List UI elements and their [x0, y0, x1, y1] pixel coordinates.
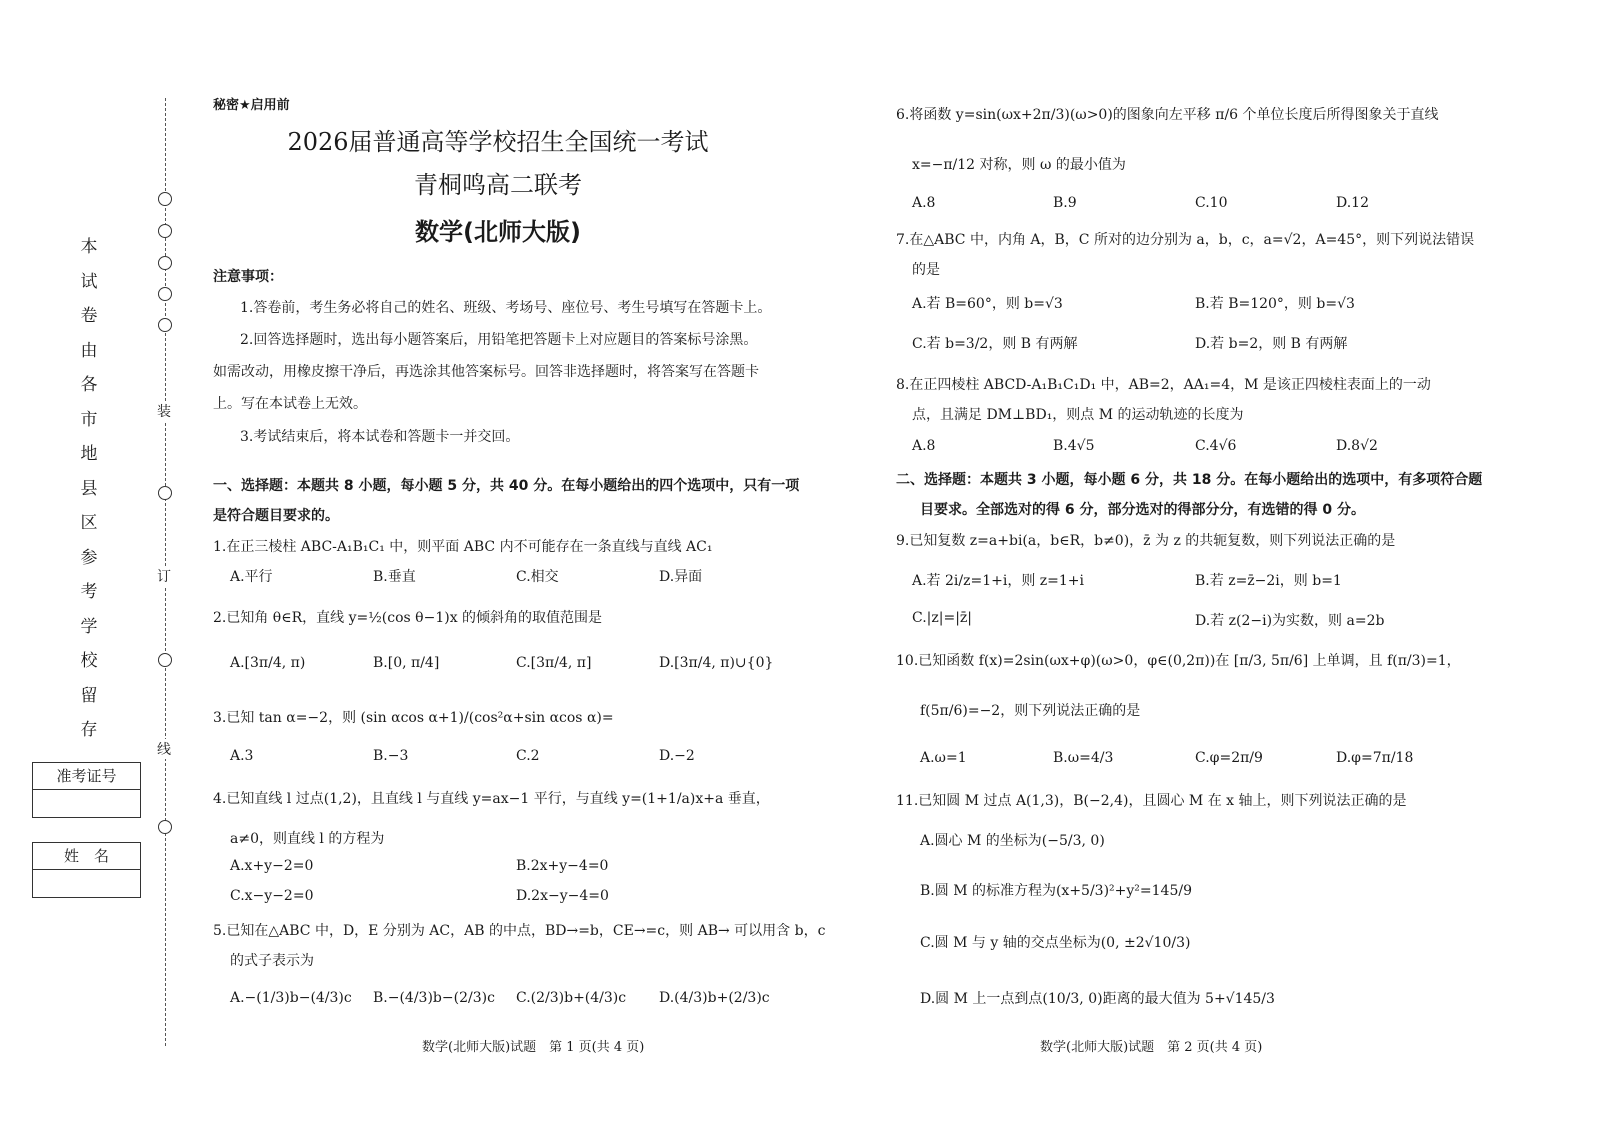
question-stem: 11.已知圆 M 过点 A(1,3)，B(−2,4)，且圆心 M 在 x 轴上，则下列说法正确的是: [896, 793, 1407, 809]
option-d: D.圆 M 上一点到点(10/3, 0)距离的最大值为 5+√145/3: [920, 991, 1275, 1007]
option-b: B.垂直: [373, 569, 416, 585]
binding-hole: [158, 318, 172, 332]
notice-char: 市: [80, 409, 98, 430]
section1-heading: 一、选择题：本题共 8 小题，每小题 5 分，共 40 分。在每小题给出的四个选项中，只有一项: [213, 478, 800, 494]
question-stem: 3.已知 tan α=−2，则 (sin αcos α+1)/(cos²α+sin αcos α)=: [213, 710, 614, 726]
option-c: C.10: [1195, 195, 1228, 211]
option-a: A.若 B=60°，则 b=√3: [912, 296, 1063, 312]
option-c: C.圆 M 与 y 轴的交点坐标为(0, ±2√10/3): [920, 935, 1191, 951]
option-d: D.若 z(2−i)为实数，则 a=2b: [1195, 613, 1385, 629]
notice-line: 1.答卷前，考生务必将自己的姓名、班级、考场号、座位号、考生号填写在答题卡上。: [240, 300, 772, 316]
vertical-notice: [78, 230, 100, 748]
option-d: D.2x−y−4=0: [516, 888, 609, 904]
option-d: D.8√2: [1336, 438, 1378, 454]
option-d: D.异面: [659, 569, 703, 585]
option-c: C.[3π/4, π]: [516, 655, 592, 671]
notice-line: 上。写在本试卷上无效。: [213, 396, 367, 412]
subject-title: 数学(北师大版): [415, 218, 581, 246]
option-a: A.圆心 M 的坐标为(−5/3, 0): [920, 833, 1105, 849]
option-c: C.φ=2π/9: [1195, 750, 1263, 766]
option-a: A.x+y−2=0: [230, 858, 314, 874]
notice-char: 参: [80, 547, 98, 568]
section2-heading: 二、选择题：本题共 3 小题，每小题 6 分，共 18 分。在每小题给出的选项中，有多项符合题: [896, 472, 1483, 488]
option-a: A.8: [912, 438, 936, 454]
option-c: C.(2/3)b+(4/3)c: [516, 990, 627, 1006]
option-c: C.2: [516, 748, 540, 764]
exam-id-box: [32, 762, 141, 818]
section1-heading: 是符合题目要求的。: [213, 508, 339, 524]
name-label: 姓 名: [33, 843, 140, 870]
option-b: B.4√5: [1053, 438, 1095, 454]
option-b: B.−(4/3)b−(2/3)c: [373, 990, 495, 1006]
cut-mark-zhuang: 装: [157, 401, 171, 421]
option-b: B.[0, π/4]: [373, 655, 440, 671]
notice-char: 区: [80, 513, 98, 533]
exam-title: 2026届普通高等学校招生全国统一考试: [287, 128, 709, 156]
question-stem: 点，且满足 DM⊥BD₁，则点 M 的运动轨迹的长度为: [912, 407, 1244, 423]
page-footer-right: 数学(北师大版)试题 第 2 页(共 4 页): [1040, 1040, 1263, 1055]
option-c: C.4√6: [1195, 438, 1237, 454]
option-a: A.ω=1: [920, 750, 967, 766]
binding-hole: [158, 820, 172, 834]
option-d: D.12: [1336, 195, 1369, 211]
option-a: A.3: [230, 748, 254, 764]
option-a: A.8: [912, 195, 936, 211]
notice-line: 3.考试结束后，将本试卷和答题卡一并交回。: [240, 429, 520, 445]
notice-char: 留: [80, 685, 98, 706]
option-d: D.(4/3)b+(2/3)c: [659, 990, 770, 1006]
question-stem: 10.已知函数 f(x)=2sin(ωx+φ)(ω>0，φ∈(0,2π))在 [π/3, 5π/6] 上单调，且 f(π/3)=1，: [896, 653, 1461, 669]
option-a: A.平行: [230, 569, 273, 585]
option-d: D.若 b=2，则 B 有两解: [1195, 336, 1348, 352]
notice-line: 2.回答选择题时，选出每小题答案后，用铅笔把答题卡上对应题目的答案标号涂黑。: [240, 332, 758, 348]
notice-char: 存: [80, 720, 98, 740]
option-b: B.圆 M 的标准方程为(x+5/3)²+y²=145/9: [920, 883, 1192, 899]
notice-char: 考: [80, 582, 98, 602]
notice-char: 各: [80, 375, 98, 395]
notice-char: 县: [80, 478, 98, 499]
page-footer-left: 数学(北师大版)试题 第 1 页(共 4 页): [422, 1040, 645, 1055]
cut-mark-xian: 线: [157, 739, 171, 759]
option-c: C.若 b=3/2，则 B 有两解: [912, 336, 1078, 352]
notice-char: 由: [80, 340, 98, 361]
exam-subtitle: 青桐鸣高二联考: [414, 171, 582, 199]
question-stem: 8.在正四棱柱 ABCD-A₁B₁C₁D₁ 中，AB=2，AA₁=4，M 是该正四棱柱表面上的一动: [896, 377, 1431, 393]
option-c: C.|z|=|z̄|: [912, 610, 973, 626]
option-a: A.−(1/3)b−(4/3)c: [230, 990, 352, 1006]
secret-label: 秘密★启用前: [213, 98, 290, 113]
binding-hole: [158, 653, 172, 667]
question-stem: 9.已知复数 z=a+bi(a，b∈R，b≠0)，z̄ 为 z 的共轭复数，则下列说法正确的是: [896, 533, 1396, 549]
notice-char: 学: [80, 616, 98, 637]
notice-heading: 注意事项：: [213, 269, 283, 285]
option-d: D.−2: [659, 748, 695, 764]
question-stem: 2.已知角 θ∈R，直线 y=½(cos θ−1)x 的倾斜角的取值范围是: [213, 610, 603, 626]
option-c: C.x−y−2=0: [230, 888, 314, 904]
question-stem: x=−π/12 对称，则 ω 的最小值为: [912, 157, 1126, 173]
notice-line: 如需改动，用橡皮擦干净后，再选涂其他答案标号。回答非选择题时，将答案写在答题卡: [213, 364, 759, 380]
question-stem: 6.将函数 y=sin(ωx+2π/3)(ω>0)的图象向左平移 π/6 个单位长度后所得图象关于直线: [896, 107, 1439, 123]
question-stem: a≠0，则直线 l 的方程为: [230, 831, 385, 847]
option-d: D.φ=7π/18: [1336, 750, 1414, 766]
binding-hole: [158, 192, 172, 206]
option-a: A.[3π/4, π): [230, 655, 306, 671]
question-stem: 4.已知直线 l 过点(1,2)，且直线 l 与直线 y=ax−1 平行，与直线 y=(1+1/a)x+a 垂直，: [213, 791, 770, 807]
binding-hole: [158, 287, 172, 301]
question-stem: 1.在正三棱柱 ABC-A₁B₁C₁ 中，则平面 ABC 内不可能存在一条直线与直线 AC₁: [213, 539, 713, 555]
option-b: B.9: [1053, 195, 1077, 211]
option-b: B.2x+y−4=0: [516, 858, 609, 874]
option-c: C.相交: [516, 569, 559, 585]
notice-char: 校: [80, 651, 98, 671]
question-stem: 的是: [912, 262, 940, 278]
option-d: D.[3π/4, π)∪{0}: [659, 655, 774, 671]
option-b: B.ω=4/3: [1053, 750, 1114, 766]
option-b: B.−3: [373, 748, 409, 764]
binding-hole: [158, 256, 172, 270]
exam-id-field[interactable]: [33, 790, 140, 817]
notice-char: 地: [80, 444, 98, 464]
question-stem: 5.已知在△ABC 中，D，E 分别为 AC，AB 的中点，BD→=b，CE→=c，则 AB→ 可以用含 b，c: [213, 923, 826, 939]
option-a: A.若 2i/z=1+i，则 z=1+i: [912, 573, 1085, 589]
question-stem: 的式子表示为: [230, 953, 314, 969]
option-b: B.若 z=z̄−2i，则 b=1: [1195, 573, 1342, 589]
notice-char: 本: [80, 237, 98, 257]
option-b: B.若 B=120°，则 b=√3: [1195, 296, 1355, 312]
question-stem: 7.在△ABC 中，内角 A，B，C 所对的边分别为 a，b，c，a=√2，A=45°，则下列说法错误: [896, 232, 1475, 248]
binding-hole: [158, 486, 172, 500]
binding-hole: [158, 224, 172, 238]
question-stem: f(5π/6)=−2，则下列说法正确的是: [920, 703, 1141, 719]
section2-heading: 目要求。全部选对的得 6 分，部分选对的得部分分，有选错的得 0 分。: [920, 502, 1365, 518]
right-page: [880, 0, 1610, 1138]
name-field[interactable]: [33, 870, 140, 897]
exam-id-label: 准考证号: [33, 763, 140, 790]
cut-mark-ding: 订: [157, 566, 171, 586]
notice-char: 试: [80, 271, 98, 292]
name-box: [32, 842, 141, 898]
notice-char: 卷: [80, 306, 98, 326]
